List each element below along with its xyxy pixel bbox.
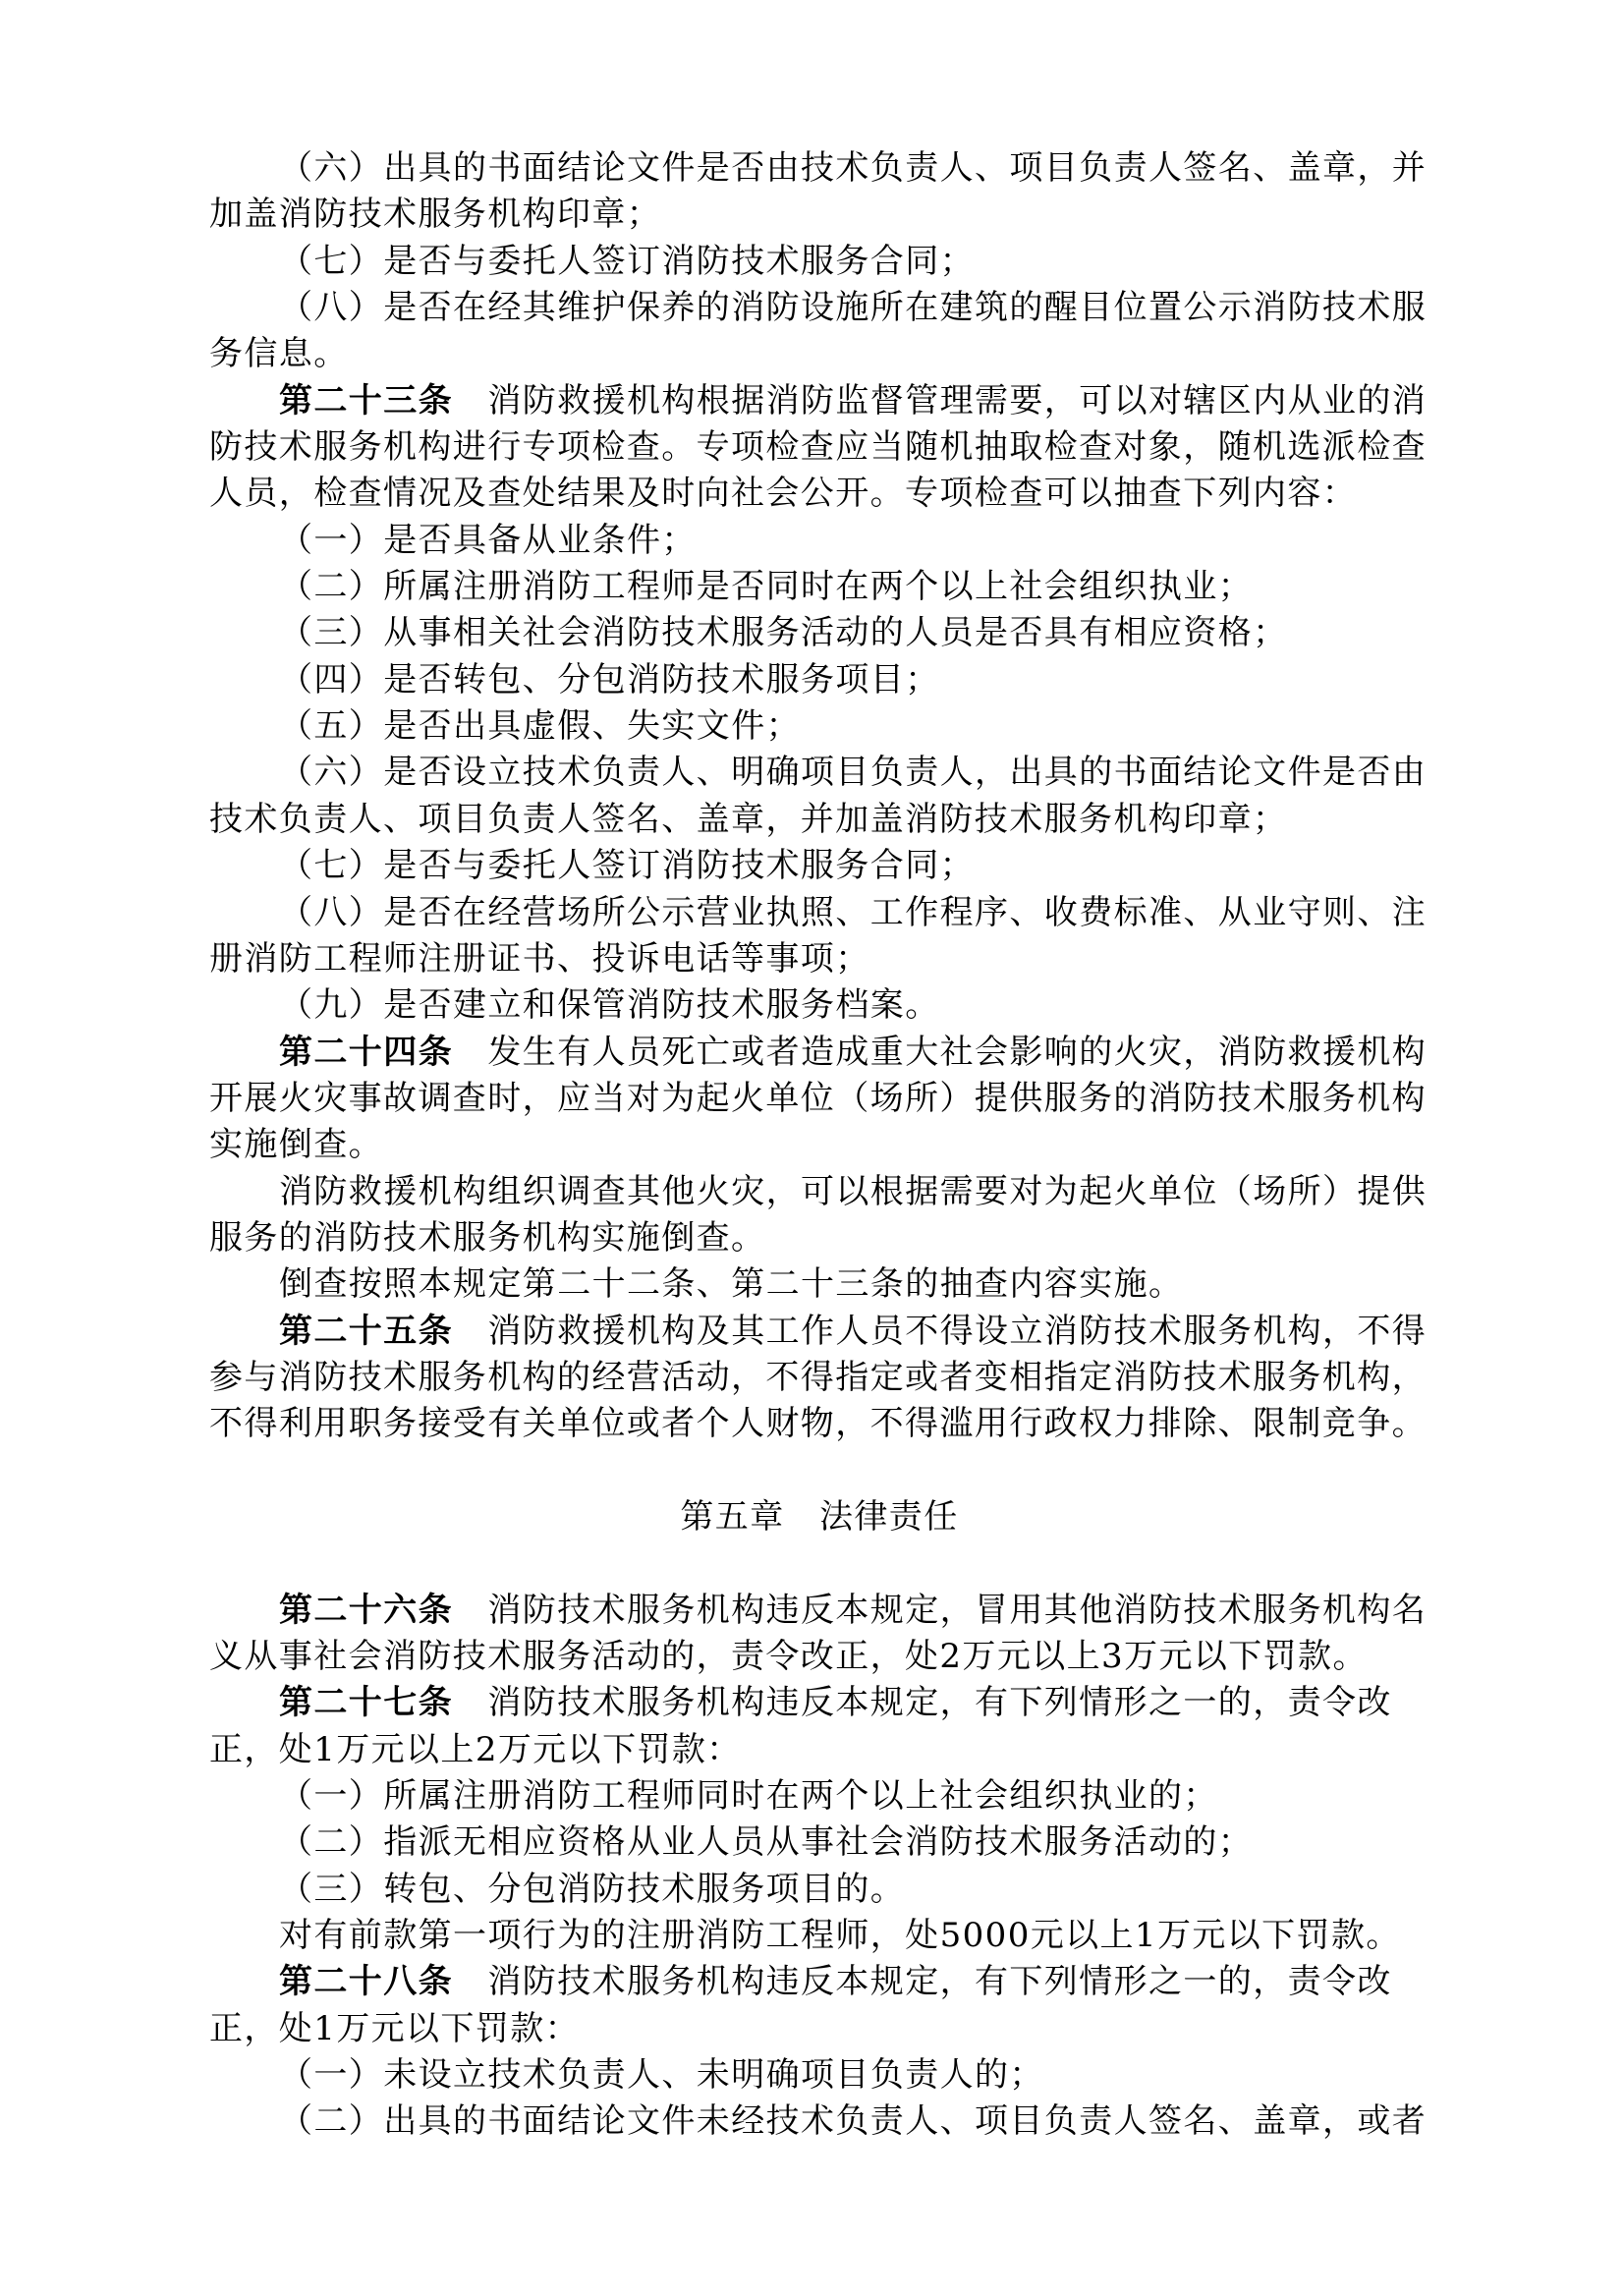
text-line: （五）是否出具虚假、失实文件； <box>279 706 801 747</box>
text-line: （一）是否具备从业条件； <box>279 520 697 560</box>
text-line: （二）指派无相应资格从业人员从事社会消防技术服务活动的； <box>279 1822 1254 1863</box>
document-body <box>209 145 1429 2146</box>
text-line: 服务的消防技术服务机构实施倒查。 <box>209 1217 766 1258</box>
text-line: （三）转包、分包消防技术服务项目的。 <box>279 1869 906 1909</box>
text-line: （三）从事相关社会消防技术服务活动的人员是否具有相应资格； <box>279 613 1288 653</box>
text-line: （七）是否与委托人签订消防技术服务合同； <box>279 846 975 886</box>
text-line: 第二十四条 发生有人员死亡或者造成重大社会影响的火灾，消防救援机构 <box>279 1032 1428 1072</box>
text-line: （六）出具的书面结论文件是否由技术负责人、项目负责人签名、盖章，并 <box>279 148 1428 188</box>
text-line: 参与消防技术服务机构的经营活动，不得指定或者变相指定消防技术服务机构， <box>209 1357 1427 1397</box>
text-line: （八）是否在经其维护保养的消防设施所在建筑的醒目位置公示消防技术服 <box>279 288 1428 328</box>
text-line: 倒查按照本规定第二十二条、第二十三条的抽查内容实施。 <box>279 1264 1184 1305</box>
text-line: 册消防工程师注册证书、投诉电话等事项； <box>209 938 870 979</box>
text-line: （七）是否与委托人签订消防技术服务合同； <box>279 241 975 281</box>
article-number: 第二十七条 <box>279 1683 453 1723</box>
text-line: （一）未设立技术负责人、未明确项目负责人的； <box>279 2055 1044 2096</box>
text-line: （一）所属注册消防工程师同时在两个以上社会组织执业的； <box>279 1776 1218 1817</box>
text-line: 第二十三条 消防救援机构根据消防监督管理需要，可以对辖区内从业的消 <box>279 380 1428 420</box>
text-line: 开展火灾事故调查时，应当对为起火单位（场所）提供服务的消防技术服务机构 <box>209 1078 1427 1118</box>
text-line: 实施倒查。 <box>209 1125 383 1165</box>
text-line: 防技术服务机构进行专项检查。专项检查应当随机抽取检查对象，随机选派检查 <box>209 427 1427 468</box>
blank-line <box>209 1540 1429 1587</box>
article-number: 第二十五条 <box>279 1311 453 1351</box>
text-line: 正，处1万元以下罚款： <box>209 2008 581 2048</box>
text-line: 第二十五条 消防救援机构及其工作人员不得设立消防技术服务机构，不得 <box>279 1311 1428 1351</box>
text-line: 对有前款第一项行为的注册消防工程师，处5000元以上1万元以下罚款。 <box>279 1916 1401 1956</box>
text-line: （二）出具的书面结论文件未经技术负责人、项目负责人签名、盖章，或者 <box>279 2101 1428 2142</box>
text-line: 务信息。 <box>209 334 349 374</box>
text-line: （四）是否转包、分包消防技术服务项目； <box>279 659 940 700</box>
text-line: 义从事社会消防技术服务活动的，责令改正，处2万元以上3万元以下罚款。 <box>209 1637 1368 1676</box>
article-number: 第二十八条 <box>279 1962 453 2002</box>
text-line: 第二十七条 消防技术服务机构违反本规定，有下列情形之一的，责令改 <box>279 1683 1392 1723</box>
text-line: （九）是否建立和保管消防技术服务档案。 <box>279 985 940 1026</box>
chapter-heading: 第五章 法律责任 <box>680 1496 959 1537</box>
blank-line <box>209 1448 1429 1494</box>
text-line: 正，处1万元以上2万元以下罚款： <box>209 1729 742 1769</box>
article-number: 第二十三条 <box>279 380 453 420</box>
article-number: 第二十四条 <box>279 1032 453 1072</box>
article-number: 第二十六条 <box>279 1590 453 1630</box>
text-line: （二）所属注册消防工程师是否同时在两个以上社会组织执业； <box>279 567 1254 607</box>
text-line: 第二十八条 消防技术服务机构违反本规定，有下列情形之一的，责令改 <box>279 1962 1392 2002</box>
text-line: （六）是否设立技术负责人、明确项目负责人，出具的书面结论文件是否由 <box>279 753 1428 793</box>
text-line: 第二十六条 消防技术服务机构违反本规定，冒用其他消防技术服务机构名 <box>279 1590 1428 1630</box>
text-line: 消防救援机构组织调查其他火灾，可以根据需要对为起火单位（场所）提供 <box>279 1171 1428 1211</box>
text-line: 人员，检查情况及查处结果及时向社会公开。专项检查可以抽查下列内容： <box>209 474 1358 514</box>
text-line: 不得利用职务接受有关单位或者个人财物，不得滥用行政权力排除、限制竞争。 <box>209 1404 1427 1444</box>
text-line: 加盖消防技术服务机构印章； <box>209 195 662 235</box>
text-line: 技术负责人、项目负责人签名、盖章，并加盖消防技术服务机构印章； <box>209 799 1288 839</box>
text-line: （八）是否在经营场所公示营业执照、工作程序、收费标准、从业守则、注 <box>279 892 1428 932</box>
